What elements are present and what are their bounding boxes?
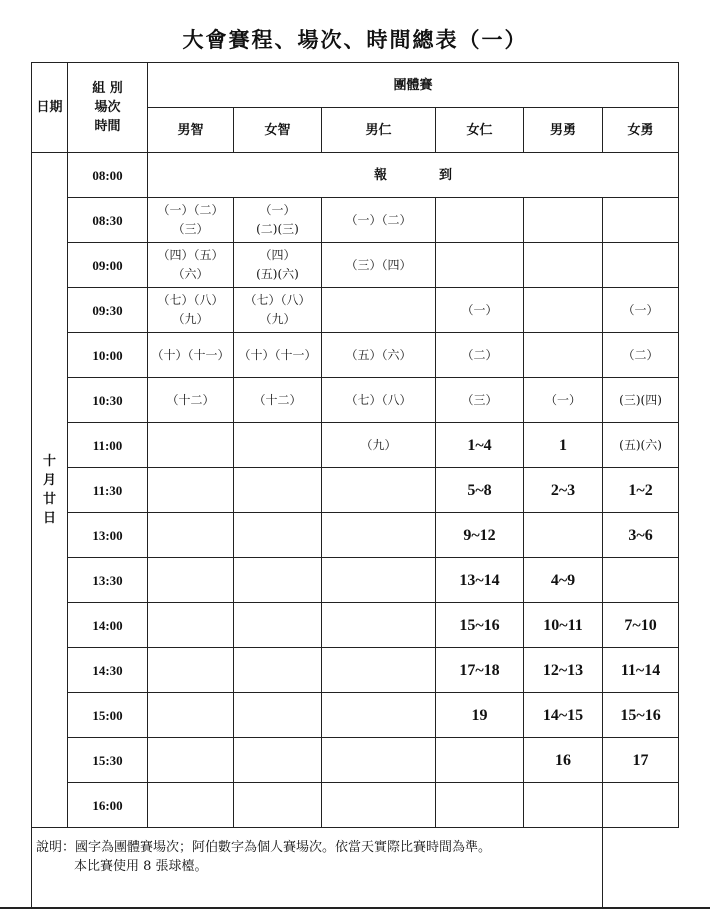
match-label: 13~14 (459, 571, 500, 589)
match-cell (603, 378, 679, 423)
division-header: 女智 (234, 108, 322, 153)
match-cell (234, 693, 322, 738)
match-label: （三）（四） (345, 257, 412, 272)
match-label: （十）（十一） (151, 347, 230, 362)
match-cell (322, 288, 436, 333)
match-cell (436, 423, 524, 468)
match-cell (148, 333, 234, 378)
match-label: （四）（五） (157, 248, 224, 262)
match-cell (234, 468, 322, 513)
match-cell (524, 243, 603, 288)
match-cell (322, 378, 436, 423)
time-cell: 14:00 (68, 603, 148, 648)
match-label: 15~16 (459, 616, 500, 634)
match-cell (148, 288, 234, 333)
match-cell (322, 333, 436, 378)
match-cell (322, 693, 436, 738)
match-cell (322, 783, 436, 828)
schedule-row (32, 198, 679, 243)
match-cell (148, 648, 234, 693)
match-cell (436, 603, 524, 648)
match-cell (322, 558, 436, 603)
date-char: 日 (42, 511, 56, 526)
match-cell (524, 423, 603, 468)
match-label: （二） (622, 347, 659, 362)
match-label: 5~8 (467, 481, 492, 499)
match-label: （二） (461, 347, 498, 362)
team-event-header: 團體賽 (148, 63, 679, 108)
schedule-row (32, 648, 679, 693)
time-cell: 13:30 (68, 558, 148, 603)
session-label: 場次 (94, 100, 121, 115)
match-cell (524, 693, 603, 738)
match-cell (148, 603, 234, 648)
match-label: (二)(三) (256, 222, 299, 236)
schedule-row (32, 378, 679, 423)
match-label: 16 (555, 751, 571, 769)
report-char: 到 (439, 167, 453, 183)
match-cell (436, 243, 524, 288)
schedule-table (31, 62, 679, 908)
match-label: （三） (172, 222, 209, 236)
match-cell (322, 198, 436, 243)
match-cell (603, 513, 679, 558)
division-header: 男仁 (322, 108, 436, 153)
match-label: 2~3 (550, 481, 576, 499)
match-label: （九） (172, 312, 209, 326)
time-cell: 13:00 (68, 513, 148, 558)
note-line: 說明：國字為團體賽場次；阿伯數字為個人賽場次。依當天實際比賽時間為準。 (36, 840, 492, 855)
division-header: 男智 (148, 108, 234, 153)
match-cell (234, 513, 322, 558)
match-cell (436, 378, 524, 423)
match-cell (234, 738, 322, 783)
match-cell (524, 198, 603, 243)
match-cell (603, 693, 679, 738)
match-label: （六） (172, 267, 209, 281)
match-cell (322, 468, 436, 513)
time-cell: 08:00 (68, 153, 148, 198)
division-header: 男勇 (524, 108, 603, 153)
match-cell (436, 648, 524, 693)
match-label: （四） (259, 248, 296, 262)
match-cell (234, 378, 322, 423)
match-label: 19 (471, 706, 488, 724)
match-cell (436, 558, 524, 603)
time-label: 時間 (94, 119, 121, 134)
match-cell (436, 288, 524, 333)
match-label: 11~14 (620, 661, 661, 679)
schedule-row (32, 693, 679, 738)
match-cell (234, 603, 322, 648)
match-label: 15~16 (620, 706, 661, 724)
match-cell (148, 468, 234, 513)
match-label: （三） (461, 392, 498, 407)
match-cell (148, 198, 234, 243)
match-label: 7~10 (624, 616, 657, 634)
division-header: 女勇 (603, 108, 679, 153)
match-label: （一）（二） (345, 212, 412, 227)
match-cell (436, 738, 524, 783)
match-cell (524, 468, 603, 513)
match-cell (524, 558, 603, 603)
time-cell: 15:30 (68, 738, 148, 783)
match-label: 4~9 (550, 571, 576, 589)
report-char: 報 (374, 167, 388, 183)
match-label: 17~18 (459, 661, 500, 679)
match-cell (148, 783, 234, 828)
match-label: 1 (559, 436, 567, 454)
match-label: 10~11 (543, 616, 583, 634)
match-cell (603, 243, 679, 288)
match-label: 17 (632, 751, 649, 769)
match-label: 9~12 (463, 526, 496, 544)
match-cell (322, 648, 436, 693)
match-cell (603, 648, 679, 693)
schedule-row (32, 558, 679, 603)
match-cell (322, 423, 436, 468)
date-char: 十 (42, 454, 56, 469)
match-cell (524, 648, 603, 693)
match-cell (436, 333, 524, 378)
match-cell (603, 198, 679, 243)
match-cell (234, 288, 322, 333)
date-char: 月 (42, 473, 56, 488)
time-cell: 10:00 (68, 333, 148, 378)
match-cell (436, 783, 524, 828)
match-label: 14~15 (542, 706, 584, 724)
schedule-title: 大會賽程、場次、時間總表（一） (182, 27, 528, 52)
match-cell (322, 513, 436, 558)
match-label: (五)(六) (619, 437, 662, 452)
match-cell (524, 513, 603, 558)
time-cell: 11:00 (68, 423, 148, 468)
match-label: （九） (259, 312, 296, 326)
schedule-row (32, 423, 679, 468)
bottom-rule (0, 907, 710, 909)
match-label: （一）（二） (157, 203, 224, 217)
match-cell (524, 783, 603, 828)
match-label: （十二） (253, 392, 302, 407)
match-cell (436, 468, 524, 513)
match-cell (603, 333, 679, 378)
match-cell (603, 288, 679, 333)
time-cell: 16:00 (68, 783, 148, 828)
notes-cell (32, 828, 603, 908)
match-cell (234, 423, 322, 468)
match-label: （五）（六） (345, 347, 412, 362)
schedule-row (32, 468, 679, 513)
report-cell (148, 153, 679, 198)
notes-row (32, 828, 679, 908)
match-cell (436, 198, 524, 243)
match-cell (148, 513, 234, 558)
match-cell (603, 423, 679, 468)
match-cell (524, 333, 603, 378)
match-label: （一） (461, 302, 498, 317)
schedule-row (32, 603, 679, 648)
time-cell: 15:00 (68, 693, 148, 738)
schedule-row (32, 243, 679, 288)
match-cell (436, 513, 524, 558)
match-cell (524, 603, 603, 648)
match-cell (524, 378, 603, 423)
match-label: 1~2 (628, 481, 653, 499)
time-cell: 08:30 (68, 198, 148, 243)
match-cell (603, 783, 679, 828)
match-cell (603, 738, 679, 783)
time-cell: 14:30 (68, 648, 148, 693)
schedule-row (32, 333, 679, 378)
match-cell (234, 783, 322, 828)
match-cell (234, 333, 322, 378)
schedule-row (32, 288, 679, 333)
time-cell: 09:30 (68, 288, 148, 333)
match-label: （九） (360, 437, 397, 452)
match-label: (三)(四) (619, 392, 662, 407)
group-label: 組 別 (92, 81, 123, 96)
schedule-row (32, 783, 679, 828)
match-label: （七）（八） (157, 293, 224, 307)
match-cell (234, 648, 322, 693)
match-label: （十二） (166, 392, 215, 407)
match-cell (603, 558, 679, 603)
match-cell (148, 243, 234, 288)
match-cell (234, 198, 322, 243)
match-cell (148, 558, 234, 603)
match-label: (五)(六) (256, 267, 299, 281)
match-cell (524, 288, 603, 333)
schedule-row (32, 513, 679, 558)
match-cell (148, 738, 234, 783)
group-session-time-header (68, 63, 148, 153)
time-cell: 09:00 (68, 243, 148, 288)
schedule-row (32, 738, 679, 783)
date-header: 日期 (32, 63, 68, 153)
match-cell (148, 693, 234, 738)
report-row (32, 153, 679, 198)
match-cell (148, 378, 234, 423)
time-cell: 11:30 (68, 468, 148, 513)
time-cell: 10:30 (68, 378, 148, 423)
match-cell (234, 243, 322, 288)
match-label: （一） (259, 203, 296, 217)
match-cell (322, 738, 436, 783)
match-label: 1~4 (467, 436, 492, 454)
match-cell (524, 738, 603, 783)
date-char: 廿 (42, 492, 56, 507)
date-cell (32, 153, 68, 828)
match-label: （七）（八） (345, 392, 412, 407)
match-label: （一） (622, 302, 659, 317)
note-line: 本比賽使用 8 張球檯。 (74, 859, 208, 874)
match-label: 12~13 (542, 661, 584, 679)
match-cell (436, 693, 524, 738)
match-cell (322, 603, 436, 648)
division-header: 女仁 (436, 108, 524, 153)
match-cell (234, 558, 322, 603)
match-label: 3~6 (628, 526, 653, 544)
match-cell (603, 468, 679, 513)
match-label: （十）（十一） (238, 347, 317, 362)
match-cell (603, 603, 679, 648)
match-label: （七）（八） (244, 293, 311, 307)
match-cell (322, 243, 436, 288)
match-cell (148, 423, 234, 468)
match-label: （一） (544, 392, 581, 407)
